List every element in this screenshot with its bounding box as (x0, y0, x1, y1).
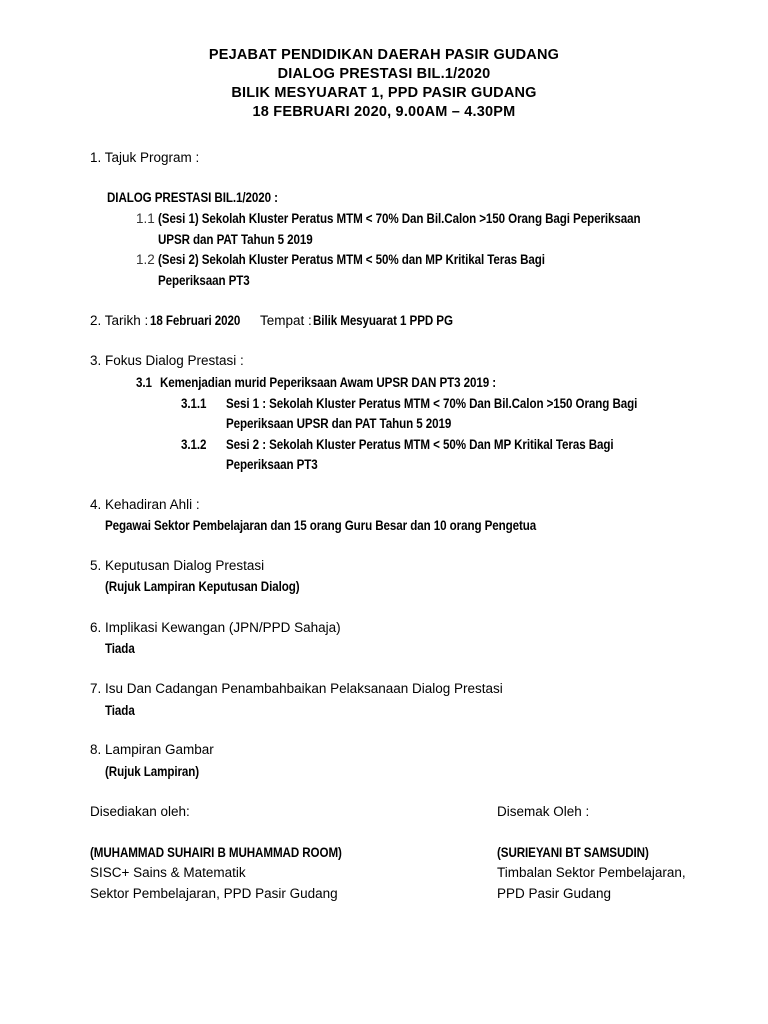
section-8-label: 8. Lampiran Gambar (90, 742, 214, 757)
prepared-by-role-1: SISC+ Sains & Matematik (90, 865, 246, 880)
finance-value: Tiada (105, 641, 135, 656)
item-1-1-line-2: UPSR dan PAT Tahun 5 2019 (158, 232, 313, 247)
header-line-1: PEJABAT PENDIDIKAN DAERAH PASIR GUDANG (208, 47, 560, 63)
issues-value: Tiada (105, 703, 135, 718)
item-3-1-2-number: 3.1.2 (181, 437, 207, 452)
item-3-1-2-line-2: Peperiksaan PT3 (226, 457, 318, 472)
section-1-title: DIALOG PRESTASI BIL.1/2020 : (107, 190, 278, 205)
venue-value: Bilik Mesyuarat 1 PPD PG (313, 313, 453, 328)
date-value: 18 Februari 2020 (150, 313, 241, 328)
prepared-by-label: Disediakan oleh: (90, 804, 190, 819)
section-4-label: 4. Kehadiran Ahli : (90, 497, 200, 512)
header-line-3: BILIK MESYUARAT 1, PPD PASIR GUDANG (231, 85, 537, 101)
item-3-1-1-number: 3.1.1 (181, 396, 207, 411)
item-3-1-1-line-1: Sesi 1 : Sekolah Kluster Peratus MTM < 70% Dan Bil.Calon >150 Orang Bagi (226, 396, 638, 411)
section-5-label: 5. Keputusan Dialog Prestasi (90, 558, 265, 573)
item-3-1-2-line-1: Sesi 2 : Sekolah Kluster Peratus MTM < 50% Dan MP Kritikal Teras Bagi (226, 437, 614, 452)
checked-by-label: Disemak Oleh : (497, 804, 590, 819)
item-1-2-line-1: (Sesi 2) Sekolah Kluster Peratus MTM < 50% dan MP Kritikal Teras Bagi (158, 252, 545, 267)
section-6-label: 6. Implikasi Kewangan (JPN/PPD Sahaja) (90, 620, 341, 635)
attendance-value: Pegawai Sektor Pembelajaran dan 15 orang Guru Besar dan 10 orang Pengetua (105, 518, 537, 533)
decision-value: (Rujuk Lampiran Keputusan Dialog) (105, 579, 300, 594)
venue-label: Tempat : (260, 313, 312, 328)
section-1-label: 1. Tajuk Program : (90, 150, 200, 165)
item-1-2-line-2: Peperiksaan PT3 (158, 273, 250, 288)
checked-by-name: (SURIEYANI BT SAMSUDIN) (497, 845, 649, 860)
item-1-1-number: 1.1 (136, 211, 155, 226)
attachment-value: (Rujuk Lampiran) (105, 764, 200, 779)
section-2-label: 2. Tarikh : (90, 313, 149, 328)
section-3-label: 3. Fokus Dialog Prestasi : (90, 353, 244, 368)
prepared-by-name: (MUHAMMAD SUHAIRI B MUHAMMAD ROOM) (90, 845, 342, 860)
header-line-2: DIALOG PRESTASI BIL.1/2020 (277, 66, 491, 82)
checked-by-role-2: PPD Pasir Gudang (497, 886, 612, 901)
item-1-2-number: 1.2 (136, 252, 155, 267)
header-line-4: 18 FEBRUARI 2020, 9.00AM – 4.30PM (252, 104, 516, 120)
checked-by-role-1: Timbalan Sektor Pembelajaran, (497, 865, 686, 880)
item-3-1-title: Kemenjadian murid Peperiksaan Awam UPSR DAN PT3 2019 : (160, 375, 497, 390)
prepared-by-role-2: Sektor Pembelajaran, PPD Pasir Gudang (90, 886, 338, 901)
item-1-1-line-1: (Sesi 1) Sekolah Kluster Peratus MTM < 70% Dan Bil.Calon >150 Orang Bagi Peperiksaan (158, 211, 641, 226)
item-3-1-number: 3.1 (136, 375, 152, 390)
document-header (0, 46, 768, 122)
item-3-1-1-line-2: Peperiksaan UPSR dan PAT Tahun 5 2019 (226, 416, 452, 431)
section-7-label: 7. Isu Dan Cadangan Penambahbaikan Pelaksanaan Dialog Prestasi (90, 681, 503, 696)
